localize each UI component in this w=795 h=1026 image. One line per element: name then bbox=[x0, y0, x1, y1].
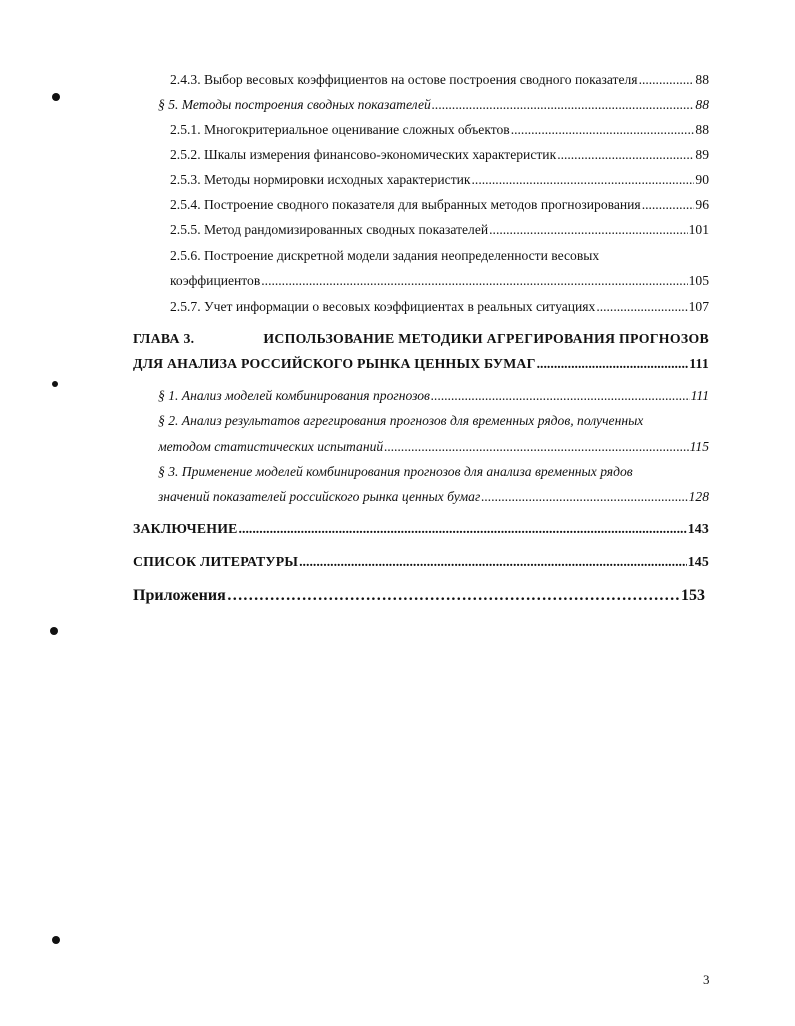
toc-entry-2-5-6-line2[interactable]: коэффициентов ..... 105 bbox=[170, 273, 709, 289]
dot-leader bbox=[431, 388, 690, 404]
toc-entry-2-5-5[interactable]: 2.5.5. Метод рандомизированных сводных показателей ..... 101 bbox=[170, 222, 709, 238]
toc-ch3-section-3-line1[interactable]: § 3. Применение моделей комбинирования прогнозов для анализа временных рядов bbox=[158, 464, 633, 479]
dot-leader bbox=[557, 147, 694, 163]
dot-leader bbox=[511, 122, 695, 138]
dot-leader bbox=[432, 97, 695, 113]
binder-hole-mark bbox=[52, 93, 60, 101]
dot-leader bbox=[481, 489, 687, 505]
dot-leader bbox=[642, 197, 695, 213]
toc-appendices[interactable]: Приложения …………………………………………………………………………………………………… 153 bbox=[133, 587, 705, 605]
dot-leader bbox=[489, 222, 687, 238]
dot-leader bbox=[299, 554, 687, 570]
binder-hole-mark bbox=[52, 936, 60, 944]
chapter-3-heading-line2[interactable]: ДЛЯ АНАЛИЗА РОССИЙСКОГО РЫНКА ЦЕННЫХ БУМАГ ..... 111 bbox=[133, 356, 709, 372]
toc-entry-2-5-1[interactable]: 2.5.1. Многокритериальное оценивание сложных объектов ..... 88 bbox=[170, 122, 709, 138]
binder-hole-mark bbox=[52, 381, 58, 387]
toc-ch3-section-2-line2[interactable]: методом статистических испытаний ..... 115 bbox=[158, 439, 709, 455]
binder-hole-mark bbox=[50, 627, 58, 635]
toc-entry-2-5-4[interactable]: 2.5.4. Построение сводного показателя для выбранных методов прогнозирования ..... 96 bbox=[170, 197, 709, 213]
dot-leader bbox=[227, 587, 680, 605]
dot-leader bbox=[261, 273, 687, 289]
chapter-3-heading[interactable]: ГЛАВА 3. ИСПОЛЬЗОВАНИЕ МЕТОДИКИ АГРЕГИРОВАНИЯ ПРОГНОЗОВ bbox=[133, 331, 709, 346]
dot-leader bbox=[472, 172, 695, 188]
toc-entry-2-5-2[interactable]: 2.5.2. Шкалы измерения финансово-экономических характеристик ..... 89 bbox=[170, 147, 709, 163]
toc-ch3-section-1[interactable]: § 1. Анализ моделей комбинирования прогнозов ..... 111 bbox=[158, 388, 709, 404]
toc-entry-2-5-7[interactable]: 2.5.7. Учет информации о весовых коэффициентах в реальных ситуациях ..... 107 bbox=[170, 299, 709, 315]
dot-leader bbox=[639, 72, 695, 88]
toc-entry-2-5-6-line1[interactable]: 2.5.6. Построение дискретной модели задания неопределенности весовых bbox=[170, 248, 600, 263]
dot-leader bbox=[537, 356, 689, 372]
toc-ch3-section-2-line1[interactable]: § 2. Анализ результатов агрегирования прогнозов для временных рядов, полученных bbox=[158, 413, 644, 428]
toc-section-5[interactable]: § 5. Методы построения сводных показателей ..... 88 bbox=[158, 97, 709, 113]
toc-references[interactable]: СПИСОК ЛИТЕРАТУРЫ ..... 145 bbox=[133, 554, 709, 570]
toc-ch3-section-3-line2[interactable]: значений показателей российского рынка ценных бумаг ..... 128 bbox=[158, 489, 709, 505]
toc-conclusion[interactable]: ЗАКЛЮЧЕНИЕ ..... 143 bbox=[133, 521, 709, 537]
page-number: 3 bbox=[703, 972, 710, 987]
dot-leader bbox=[239, 521, 687, 537]
toc-entry-2-5-3[interactable]: 2.5.3. Методы нормировки исходных характеристик ..... 90 bbox=[170, 172, 709, 188]
dot-leader bbox=[384, 439, 688, 455]
dot-leader bbox=[596, 299, 687, 315]
toc-entry-2-4-3[interactable]: 2.4.3. Выбор весовых коэффициентов на остове построения сводного показателя ..... 88 bbox=[170, 72, 709, 88]
